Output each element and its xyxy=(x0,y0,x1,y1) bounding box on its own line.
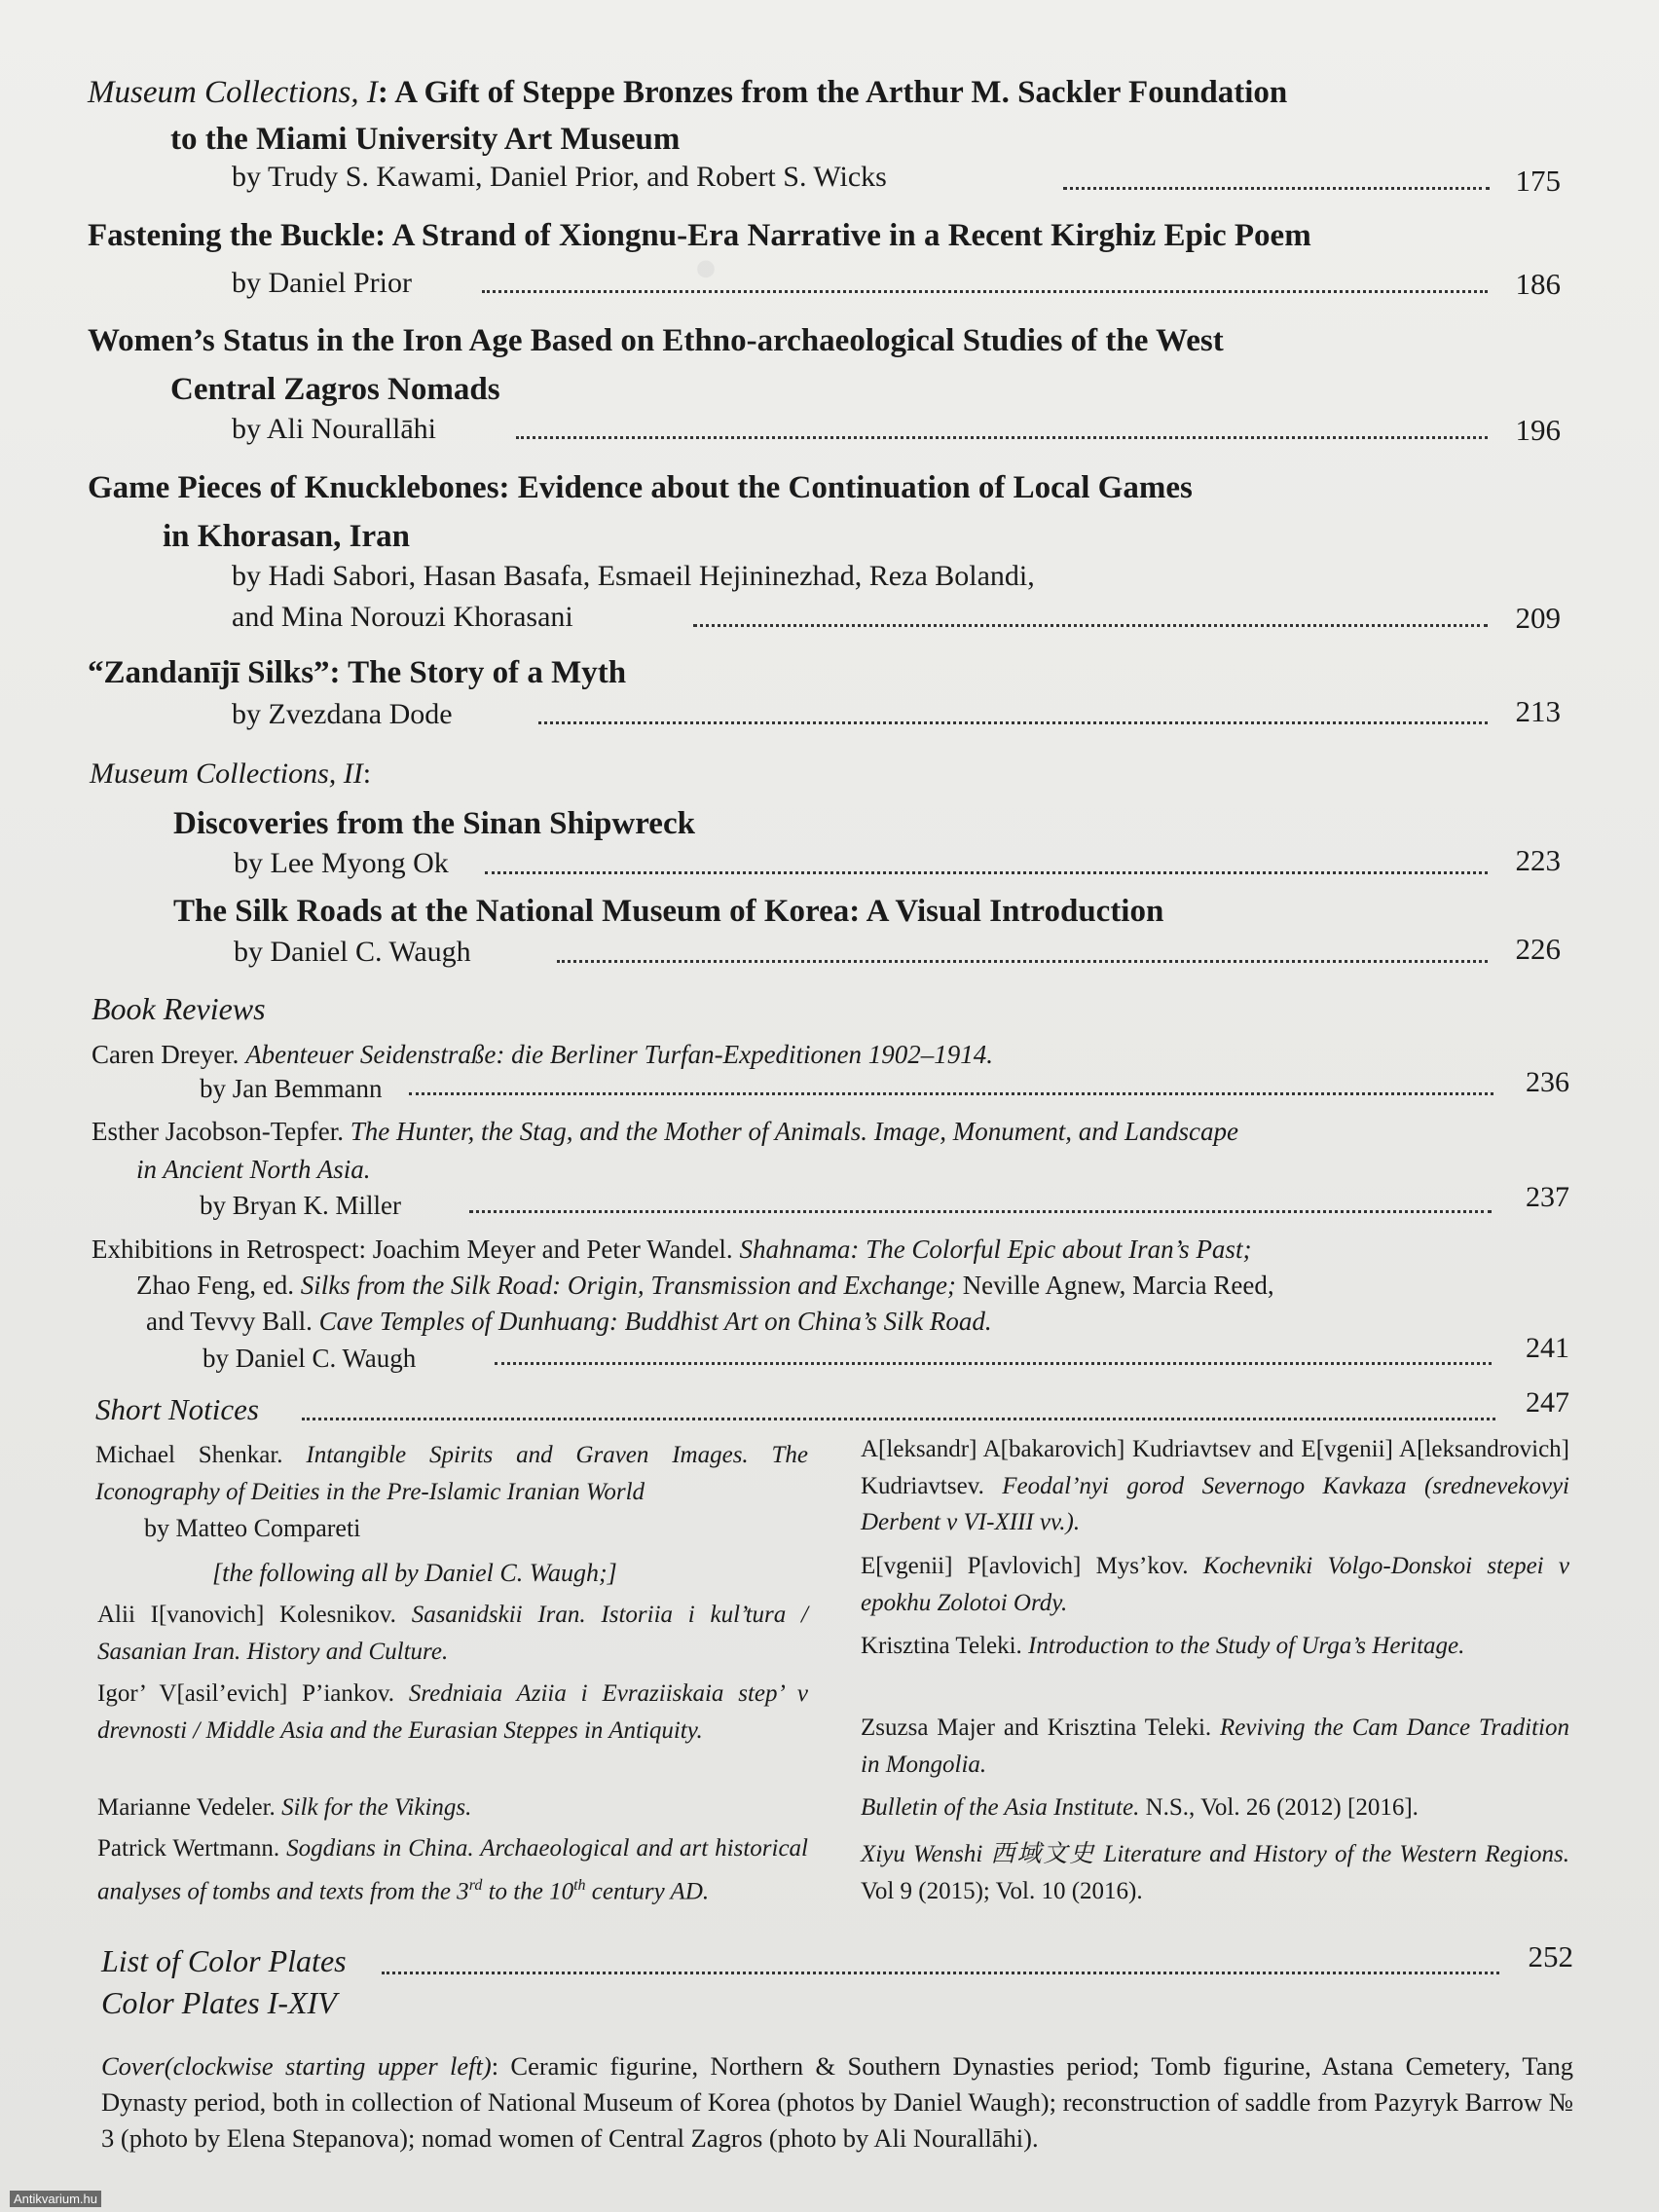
toc-entry-2-authors: by Daniel Prior xyxy=(232,267,412,299)
notice-5-title-b: to the 10 xyxy=(482,1877,574,1904)
short-notices-leader xyxy=(302,1418,1495,1420)
toc-entry-1-title-line2: to the Miami University Art Museum xyxy=(170,122,681,157)
review-2-line1[interactable] xyxy=(92,1117,1238,1147)
notice-5[interactable] xyxy=(97,1830,808,1909)
notice-5-author: Patrick Wertmann. xyxy=(97,1835,287,1862)
toc-entry-1-page[interactable]: 175 xyxy=(1515,164,1561,198)
notice-11-title: Xiyu Wenshi 西域文史 Literature and History of the Western Regions. xyxy=(861,1841,1569,1867)
review-2-author: Esther Jacobson-Tepfer. xyxy=(92,1117,350,1146)
toc-entry-4-title-line2: in Khorasan, Iran xyxy=(163,519,410,554)
notice-5-sup-2: th xyxy=(573,1876,586,1894)
toc-entry-6a-title[interactable]: Discoveries from the Sinan Shipwreck xyxy=(173,806,695,841)
review-2-page[interactable]: 237 xyxy=(1526,1181,1569,1213)
toc-entry-6-series-line xyxy=(90,757,371,791)
review-1-page[interactable]: 236 xyxy=(1526,1066,1569,1098)
review-3-leader xyxy=(495,1362,1492,1365)
toc-entry-1-series: Museum Collections, I xyxy=(88,75,378,110)
toc-entry-3-page[interactable]: 196 xyxy=(1515,413,1561,447)
review-1-leader xyxy=(409,1092,1493,1095)
notice-9-author: Zsuzsa Majer and Krisztina Teleki. xyxy=(861,1714,1221,1741)
notice-6[interactable] xyxy=(861,1431,1569,1541)
toc-entry-1-title-line1[interactable] xyxy=(88,75,1287,111)
toc-entry-6a-page[interactable]: 223 xyxy=(1515,843,1561,877)
review-1-line[interactable] xyxy=(92,1040,993,1070)
review-3-line2-c: Neville Agnew, Marcia Reed, xyxy=(955,1271,1274,1300)
review-1-by: by Jan Bemmann xyxy=(200,1074,383,1103)
notice-6-title: Feodal’nyi gorod Severnogo Kavkaza (srednevekovyi Derbent v VI-XIII vv.). xyxy=(861,1472,1569,1535)
review-2-by: by Bryan K. Miller xyxy=(200,1191,401,1220)
color-plates-range[interactable]: Color Plates I-XIV xyxy=(101,1985,337,2020)
notice-10-rest: N.S., Vol. 26 (2012) [2016]. xyxy=(1139,1794,1419,1821)
notice-3-author: Igor’ V[asil’evich] P’iankov. xyxy=(97,1680,409,1707)
watermark: Antikvarium.hu xyxy=(10,2191,101,2207)
toc-entry-4-leader xyxy=(693,624,1488,627)
short-notices-page[interactable]: 247 xyxy=(1526,1386,1569,1419)
notice-3-title: Sredniaia Aziia i Evraziiskaia step’ v drevnosti / Middle Asia and the Eurasian Steppes in Antiquity. xyxy=(97,1680,808,1744)
toc-entry-6b-title[interactable]: The Silk Roads at the National Museum of Korea: A Visual Introduction xyxy=(173,894,1164,929)
notice-1-title: Intangible Spirits and Graven Images. The Iconography of Deities in the Pre-Islamic Iranian World xyxy=(95,1442,809,1505)
cover-caption-text: : Ceramic figurine, Northern & Southern Dynasties period; Tomb figurine, Astana Cemetery, Tang Dynasty period, both in collection of National Museum of Korea (photos by Daniel Waugh); reconstruction of saddle from Pazyryk Barrow № 3 (photo by Elena Stepanova); nomad women of Central Zagros (photo by Ali Nourallāhi). xyxy=(101,2051,1573,2153)
notice-9-title: Reviving the Cam Dance Tradition in Mongolia. xyxy=(861,1714,1570,1778)
toc-entry-6a-authors: by Lee Myong Ok xyxy=(234,847,449,879)
toc-entry-5-authors: by Zvezdana Dode xyxy=(232,698,453,730)
notice-4-title: Silk for the Vikings. xyxy=(281,1794,472,1821)
notice-11[interactable] xyxy=(861,1836,1569,1909)
review-2-leader xyxy=(469,1210,1492,1213)
notice-10-title: Bulletin of the Asia Institute. xyxy=(861,1794,1140,1821)
toc-entry-4-authors-line1: by Hadi Sabori, Hasan Basafa, Esmaeil Hejininezhad, Reza Bolandi, xyxy=(232,560,1035,592)
review-1-author: Caren Dreyer. xyxy=(92,1040,246,1069)
toc-entry-3-title-line2: Central Zagros Nomads xyxy=(170,372,500,407)
toc-entry-6-series: Museum Collections, II xyxy=(90,757,363,790)
review-3-line1-b: Shahnama: The Colorful Epic about Iran’s Past; xyxy=(739,1235,1252,1264)
notice-5-title-a: Sogdians in China. Archaeological and art historical analyses of tombs and texts from the 3 xyxy=(97,1835,808,1904)
book-reviews-heading: Book Reviews xyxy=(92,991,266,1026)
review-3-by: by Daniel C. Waugh xyxy=(203,1344,417,1373)
cover-caption-lead: Cover(clockwise starting upper left) xyxy=(101,2051,492,2081)
color-plates-page[interactable]: 252 xyxy=(1528,1939,1573,1973)
review-3-line3-b: Cave Temples of Dunhuang: Buddhist Art on China’s Silk Road. xyxy=(318,1307,992,1336)
cover-caption xyxy=(101,2048,1573,2157)
notice-2-author: Alii I[vanovich] Kolesnikov. xyxy=(97,1602,412,1628)
toc-entry-6b-authors: by Daniel C. Waugh xyxy=(234,936,471,968)
notice-note: [the following all by Daniel C. Waugh;] xyxy=(212,1559,617,1587)
toc-entry-1-title-a: : A Gift of Steppe Bronzes from the Arthur M. Sackler Foundation xyxy=(377,75,1288,110)
review-3-line2-b: Silks from the Silk Road: Origin, Transmission and Exchange; xyxy=(300,1271,956,1300)
review-3-line1[interactable] xyxy=(92,1235,1251,1265)
notice-8-author: Krisztina Teleki. xyxy=(861,1633,1029,1659)
notice-1-by: by Matteo Compareti xyxy=(144,1514,361,1542)
toc-entry-4-authors-line2: and Mina Norouzi Khorasani xyxy=(232,601,573,633)
notice-7[interactable] xyxy=(861,1548,1569,1621)
toc-entry-2-leader xyxy=(482,290,1488,293)
toc-entry-4-title-line1[interactable]: Game Pieces of Knucklebones: Evidence about the Continuation of Local Games xyxy=(88,470,1193,505)
review-3-line3 xyxy=(146,1307,992,1337)
review-3-page[interactable]: 241 xyxy=(1526,1332,1569,1364)
toc-entry-5-page[interactable]: 213 xyxy=(1515,694,1561,728)
short-notices-heading: Short Notices xyxy=(95,1392,259,1426)
notice-8[interactable] xyxy=(861,1628,1569,1665)
review-2-title-a: The Hunter, the Stag, and the Mother of Animals. Image, Monument, and Landscape xyxy=(350,1117,1238,1146)
notice-8-title: Introduction to the Study of Urga’s Heritage. xyxy=(1028,1633,1465,1659)
toc-entry-3-leader xyxy=(516,436,1488,439)
toc-entry-5-leader xyxy=(538,721,1488,724)
toc-entry-6b-leader xyxy=(557,960,1488,963)
notice-10[interactable] xyxy=(861,1789,1569,1826)
toc-entry-5-title[interactable]: “Zandanījī Silks”: The Story of a Myth xyxy=(88,655,627,690)
notice-3[interactable] xyxy=(97,1676,808,1749)
toc-entry-3-authors: by Ali Nourallāhi xyxy=(232,413,436,445)
notice-1[interactable] xyxy=(95,1437,808,1510)
notice-9[interactable] xyxy=(861,1710,1569,1783)
toc-entry-1-leader xyxy=(1063,187,1490,190)
notice-1-author: Michael Shenkar. xyxy=(95,1442,307,1468)
notice-5-title-c: century AD. xyxy=(585,1877,710,1904)
review-1-title: Abenteuer Seidenstraße: die Berliner Turfan-Expeditionen 1902–1914. xyxy=(245,1040,994,1069)
color-plates-leader xyxy=(382,1972,1499,1974)
review-3-line3-a: and Tevvy Ball. xyxy=(146,1307,319,1336)
toc-entry-4-page[interactable]: 209 xyxy=(1515,601,1561,635)
toc-entry-6-colon: : xyxy=(362,757,372,790)
toc-entry-2-page[interactable]: 186 xyxy=(1515,267,1561,301)
notice-4-author: Marianne Vedeler. xyxy=(97,1794,282,1821)
notice-2-title: Sasanidskii Iran. Istoriia i kul’tura / Sasanian Iran. History and Culture. xyxy=(97,1602,809,1665)
toc-entry-3-title-line1[interactable]: Women’s Status in the Iron Age Based on Ethno-archaeological Studies of the West xyxy=(88,323,1224,358)
review-3-line1-a: Exhibitions in Retrospect: Joachim Meyer and Peter Wandel. xyxy=(92,1235,740,1264)
toc-entry-1-authors: by Trudy S. Kawami, Daniel Prior, and Robert S. Wicks xyxy=(232,161,887,193)
notice-7-author: E[vgenii] P[avlovich] Mys’kov. xyxy=(861,1553,1203,1579)
notice-4[interactable] xyxy=(97,1789,808,1826)
notice-6-author: A[leksandr] A[bakarovich] Kudriavtsev and E[vgenii] A[leksandrovich] Kudriavtsev. xyxy=(861,1436,1569,1499)
review-2-title-b: in Ancient North Asia. xyxy=(136,1155,371,1184)
list-of-color-plates[interactable]: List of Color Plates xyxy=(101,1943,347,1978)
notice-5-sup-1: rd xyxy=(468,1876,483,1894)
notice-7-title: Kochevniki Volgo-Donskoi stepei v epokhu Zolotoi Ordy. xyxy=(861,1553,1569,1616)
review-3-line2 xyxy=(136,1271,1274,1301)
toc-entry-6b-page[interactable]: 226 xyxy=(1515,932,1561,966)
notice-2[interactable] xyxy=(97,1597,808,1670)
toc-entry-2-title[interactable]: Fastening the Buckle: A Strand of Xiongnu-Era Narrative in a Recent Kirghiz Epic Poem xyxy=(88,218,1311,253)
review-3-line2-a: Zhao Feng, ed. xyxy=(136,1271,301,1300)
notice-11-rest: Vol 9 (2015); Vol. 10 (2016). xyxy=(861,1877,1143,1904)
toc-entry-6a-leader xyxy=(485,871,1488,874)
